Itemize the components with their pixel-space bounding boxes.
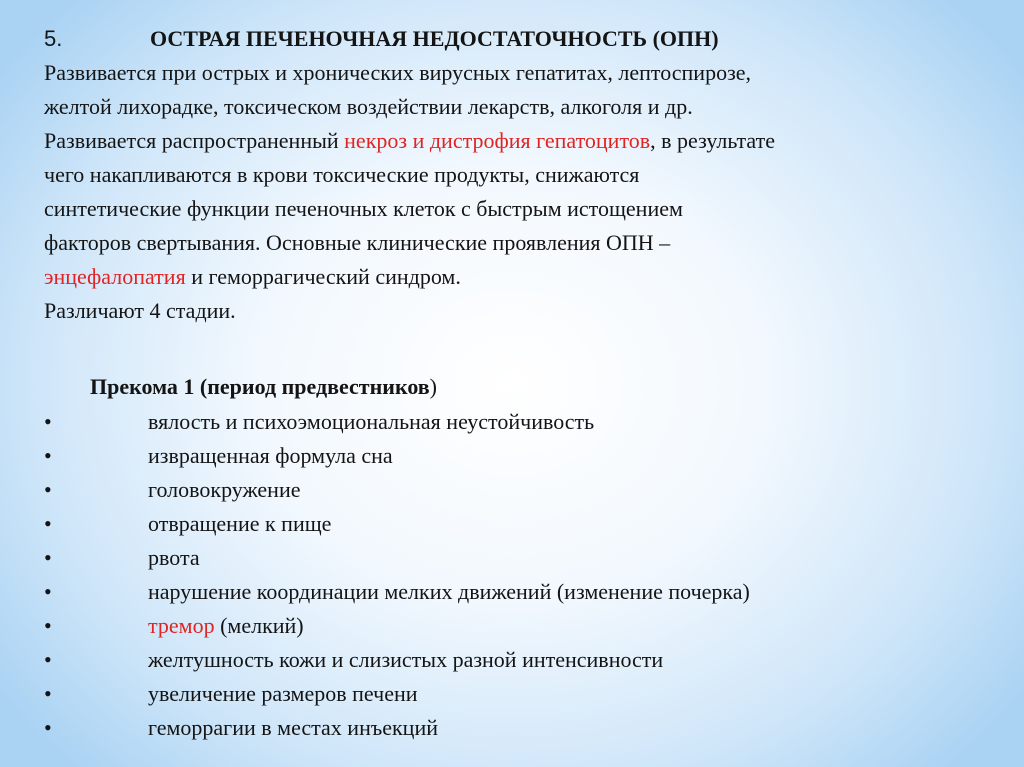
stage-title-close: ) — [429, 374, 437, 399]
slide-title: ОСТРАЯ ПЕЧЕНОЧНАЯ НЕДОСТАТОЧНОСТЬ (ОПН) — [150, 26, 719, 51]
bullet: • — [44, 409, 52, 434]
paragraph-line — [44, 124, 775, 158]
bullet: • — [44, 443, 52, 468]
bullet: • — [44, 681, 52, 706]
paragraph-line: чего накапливаются в крови токсические продукты, снижаются — [44, 162, 640, 187]
list-item: вялость и психоэмоциональная неустойчивость — [148, 409, 595, 434]
list-item: извращенная формула сна — [148, 443, 393, 468]
list-item: отвращение к пище — [148, 511, 332, 536]
list-item — [148, 609, 304, 643]
bullet: • — [44, 579, 52, 604]
paragraph-line — [44, 260, 461, 294]
paragraph-line: Развивается при острых и хронических вирусных гепатитах, лептоспирозе, — [44, 60, 752, 85]
section-number: 5. — [44, 26, 63, 51]
paragraph-text: , в результате — [650, 128, 775, 153]
stage-title: Прекома 1 (период предвестников — [90, 374, 430, 399]
list-item: желтушность кожи и слизистых разной интенсивности — [148, 647, 664, 672]
paragraph-text: и геморрагический синдром. — [185, 264, 461, 289]
paragraph-line: факторов свертывания. Основные клинические проявления ОПН – — [44, 230, 671, 255]
highlight-tremor: тремор — [148, 613, 215, 638]
paragraph-line: синтетические функции печеночных клеток с быстрым истощением — [44, 196, 683, 221]
bullet: • — [44, 715, 52, 740]
paragraph-line: желтой лихорадке, токсическом воздействии лекарств, алкоголя и др. — [44, 94, 693, 119]
bullet: • — [44, 545, 52, 570]
highlight-encephalopathy: энцефалопатия — [44, 264, 186, 289]
paragraph-text: Развивается распространенный — [44, 128, 345, 153]
list-item: увеличение размеров печени — [148, 681, 418, 706]
list-item-text: (мелкий) — [214, 613, 304, 638]
highlight-necrosis: некроз и дистрофия гепатоцитов — [344, 128, 651, 153]
stage-heading — [90, 370, 437, 404]
list-item: геморрагии в местах инъекций — [148, 715, 438, 740]
list-item: нарушение координации мелких движений (изменение почерка) — [148, 579, 750, 604]
paragraph-line: Различают 4 стадии. — [44, 298, 236, 323]
bullet: • — [44, 613, 52, 638]
bullet: • — [44, 477, 52, 502]
bullet: • — [44, 647, 52, 672]
bullet: • — [44, 511, 52, 536]
list-item: головокружение — [148, 477, 301, 502]
list-item: рвота — [148, 545, 200, 570]
